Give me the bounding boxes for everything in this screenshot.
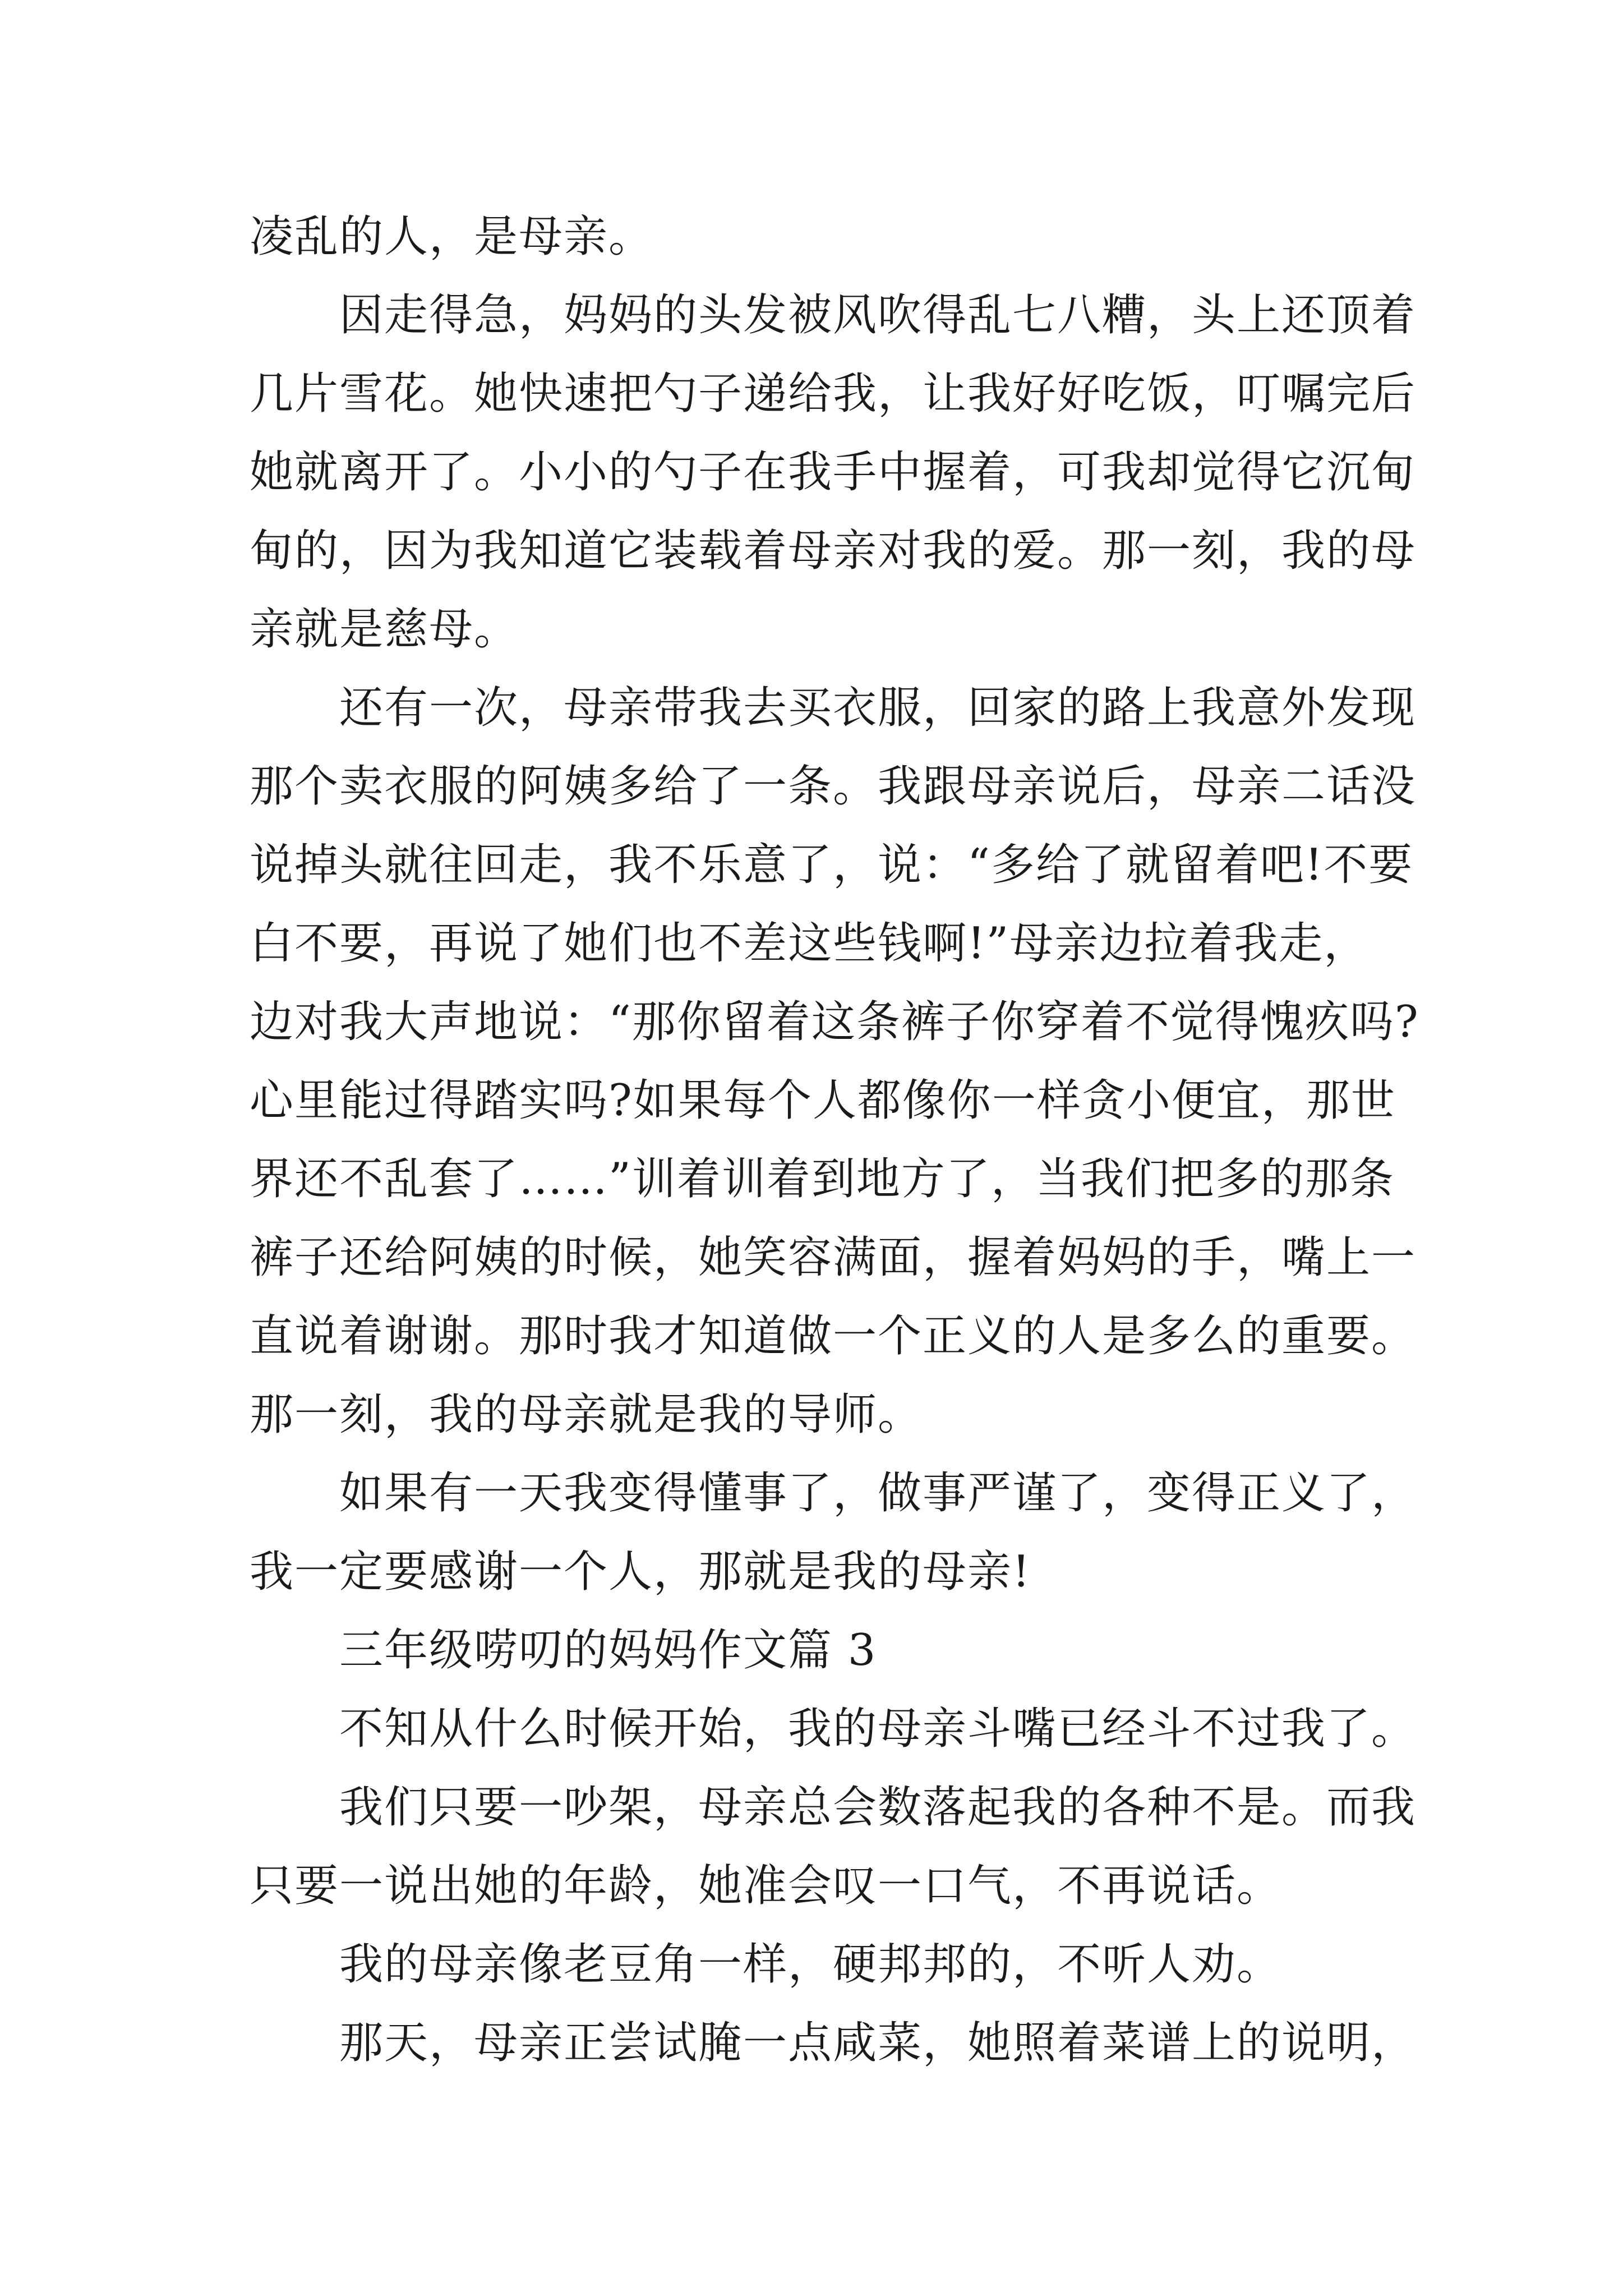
text-line: 我一定要感谢一个人，那就是我的母亲! bbox=[250, 1547, 1031, 1597]
section-heading: 三年级唠叨的妈妈作文篇 3 bbox=[339, 1625, 877, 1676]
text-line: 凌乱的人，是母亲。 bbox=[250, 211, 654, 262]
text-line: 界还不乱套了……”训着训着到地方了，当我们把多的那条 bbox=[250, 1154, 1395, 1204]
text-line: 那个卖衣服的阿姨多给了一条。我跟母亲说后，母亲二话没 bbox=[250, 761, 1417, 812]
text-line: 说掉头就往回走，我不乐意了，说：“多给了就留着吧!不要 bbox=[250, 840, 1414, 890]
text-line: 裤子还给阿姨的时候，她笑容满面，握着妈妈的手，嘴上一 bbox=[250, 1232, 1417, 1283]
text-line: 她就离开了。小小的勺子在我手中握着，可我却觉得它沉甸 bbox=[250, 447, 1417, 498]
text-line: 我的母亲像老豆角一样，硬邦邦的，不听人劝。 bbox=[339, 1939, 1282, 1990]
text-line: 直说着谢谢。那时我才知道做一个正义的人是多么的重要。 bbox=[250, 1311, 1417, 1361]
text-line: 那天，母亲正尝试腌一点咸菜，她照着菜谱上的说明， bbox=[339, 2018, 1417, 2068]
text-line: 不知从什么时候开始，我的母亲斗嘴已经斗不过我了。 bbox=[339, 1704, 1417, 1754]
text-line: 甸的，因为我知道它装载着母亲对我的爱。那一刻，我的母 bbox=[250, 526, 1417, 576]
text-line: 边对我大声地说：“那你留着这条裤子你穿着不觉得愧疚吗? bbox=[250, 997, 1419, 1047]
text-line: 心里能过得踏实吗?如果每个人都像你一样贪小便宜，那世 bbox=[250, 1075, 1396, 1126]
text-line: 如果有一天我变得懂事了，做事严谨了，变得正义了， bbox=[339, 1468, 1417, 1519]
text-line: 亲就是慈母。 bbox=[250, 604, 519, 655]
text-line: 还有一次，母亲带我去买衣服，回家的路上我意外发现 bbox=[339, 683, 1417, 733]
text-line: 我们只要一吵架，母亲总会数落起我的各种不是。而我 bbox=[339, 1782, 1417, 1833]
text-line: 因走得急，妈妈的头发被风吹得乱七八糟，头上还顶着 bbox=[339, 290, 1417, 341]
text-line: 那一刻，我的母亲就是我的导师。 bbox=[250, 1389, 923, 1440]
text-line: 几片雪花。她快速把勺子递给我，让我好好吃饭，叮嘱完后 bbox=[250, 369, 1417, 419]
text-line: 白不要，再说了她们也不差这些钱啊!”母亲边拉着我走， bbox=[250, 918, 1369, 969]
text-line: 只要一说出她的年龄，她准会叹一口气，不再说话。 bbox=[250, 1861, 1282, 1911]
